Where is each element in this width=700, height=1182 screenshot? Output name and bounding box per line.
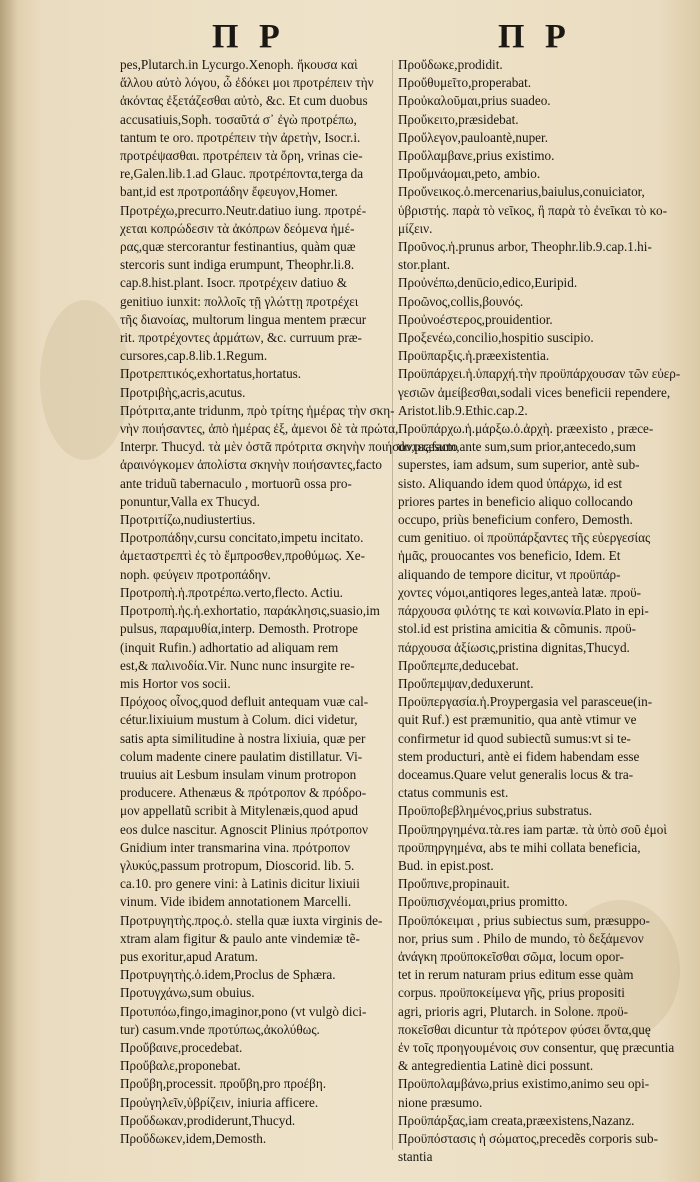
dictionary-line: Προὔδωκεν,idem,Demosth. [120, 1130, 267, 1146]
dictionary-line: & antegredientia Latinè dici possunt. [398, 1058, 594, 1074]
dictionary-line: ἀνάγκη προϋποκεῖσθαι σῶμα, locum opor- [398, 948, 624, 964]
dictionary-line: τῆς διανοίας, multorum lingua mentem præcur [120, 311, 367, 327]
dictionary-line: Προϋπόστασις ἡ σώματος,precedẽs corporis sub- [398, 1130, 658, 1146]
dictionary-line: Προϋπισχνέομαι,prius promitto. [398, 894, 568, 910]
dictionary-line: cum genitiuo. οἱ προϋπάρξαντες τῆς εὐεργεσίας [398, 530, 651, 546]
dictionary-line: Προτρεπτικός,exhortatus,hortatus. [120, 366, 302, 382]
dictionary-line: Προξενέω,concilio,hospitio suscipio. [398, 330, 594, 346]
dictionary-line: ἄλλου αὐτὸ λόγου, ὦ ἐδόκει μοι προτρέπειν τὴν [120, 75, 374, 91]
dictionary-line: est,& παλινοδία.Vir. Nunc nunc insurgite re- [120, 657, 355, 673]
dictionary-line: (inquit Rufin.) adhortatio ad aliquam rem [120, 639, 339, 655]
dictionary-line: Προὔπεμψαν,deduxerunt. [398, 675, 534, 691]
dictionary-line: Προὐνέπω,denūcio,edico,Euripid. [398, 275, 578, 291]
dictionary-line: νὴν ποιήσαντες, ἀπὸ ἡμέρας ἐξ, ἀμενοι δὲ τὰ πρώτα, [120, 421, 399, 437]
dictionary-line: corpus. προϋποκείμενα γῆς, prius propositi [398, 985, 625, 1001]
dictionary-line: superstes, iam adsum, sum superior, antè sub- [398, 457, 640, 473]
dictionary-line: Προὔβαινε,procedebat. [120, 1039, 243, 1055]
dictionary-line: noph. φεύγειν προτροπάδην. [120, 566, 271, 582]
dictionary-line: cap.8.hist.plant. Isocr. προτρέχειν datiuo & [120, 275, 347, 291]
dictionary-line: nor, prius sum . Philo de mundo, τὸ δεξάμενον [398, 930, 644, 946]
dictionary-line: χεται κοπρώδεσιν τὰ ἀκόπρων δεόμενα ἡμέ- [120, 220, 355, 236]
dictionary-line: agri, prioris agri, Plutarch. in Solone. προϋ- [398, 1003, 628, 1019]
dictionary-line: Προϋπόκειμαι , prius subiectus sum, præsuppo- [398, 912, 650, 928]
dictionary-line: priores partes in beneficio aliquo collocando [398, 493, 633, 509]
dictionary-line: stantia [398, 1149, 433, 1165]
dictionary-line: Προὔβη,processit. προὔβη,pro προέβη. [120, 1076, 327, 1092]
dictionary-line: ὑβριστής. παρὰ τὸ νεῖκος, ἢ παρὰ τὸ ἐνεῖκαι τὸ κο- [398, 202, 667, 218]
dictionary-line: ρας,quæ stercorantur festinantius, quàm quæ [120, 239, 356, 255]
dictionary-line: ἐν τοῖς προηγουμένοις συν consentur, quę præcuntia [398, 1039, 675, 1055]
dictionary-line: Προτρέχω,precurro.Neutr.datiuo iung. προτρέ- [120, 202, 367, 218]
dictionary-line: genitiuo iunxit: πολλοῖς τῇ γλώττῃ προτρέχει [120, 293, 359, 309]
dictionary-line: μον appellatũ scribit à Mitylenæis,quod apud [120, 803, 358, 819]
running-header-left: Π Ρ [212, 18, 286, 55]
dictionary-line: xtram alam figitur & paulo ante vindemiæ tẽ- [120, 930, 360, 946]
dictionary-line: ctatus communis est. [398, 785, 509, 801]
dictionary-line: Προτροπὴ.ἡ.προτρέπω.verto,flecto. Actiu. [120, 584, 343, 600]
dictionary-line: Προϋπάρχω.ἡ.μάρξω.ὁ.ἀρχὴ. præexisto , præce- [398, 421, 654, 437]
dictionary-line: nione præsumo. [398, 1094, 483, 1110]
dictionary-line: Interpr. Thucyd. τὰ μὲν ὀστᾶ πρότριτα σκηνὴν ποιήσαντες,facto [120, 439, 458, 455]
dictionary-line: mis Hortor vos socii. [120, 675, 231, 691]
dictionary-line: Προὔνεικος.ὁ.mercenarius,baiulus,conuiciator, [398, 184, 645, 200]
dictionary-line: Gnidium inter transmarina vina. πρότροπον [120, 839, 351, 855]
dictionary-line: γλυκύς,passum protropum, Dioscorid. lib. 5. [120, 857, 355, 873]
dictionary-line: Προῦνος.ἡ.prunus arbor, Theophr.lib.9.cap.1.hi- [398, 239, 652, 255]
dictionary-line: Προὔδωκαν,prodiderunt,Thucyd. [120, 1112, 296, 1128]
paper-stain [40, 300, 130, 460]
dictionary-line: pes,Plutarch.in Lycurgo.Xenoph. ἤκουσα καὶ [120, 57, 358, 72]
dictionary-line: ἀμεταστρεπτὶ ἐς τὸ ἔμπροσθεν,προθύμως. Xe- [120, 548, 365, 564]
dictionary-line: Προτυγχάνω,sum obuius. [120, 985, 255, 1001]
dictionary-line: ἀκόντας ἐξετάζεσθαι αὐτὸ, &c. Et cum duobus [120, 93, 368, 109]
dictionary-line: Προὔμνάομαι,peto, ambio. [398, 166, 541, 182]
dictionary-line: accusatiuis,Soph. τοσαῦτά σ᾽ ἐγὼ προτρέπω, [120, 111, 357, 127]
dictionary-line: tet in rerum naturam prius editum esse quàm [398, 967, 634, 983]
dictionary-line: Προῶνος,collis,βουνός. [398, 293, 524, 309]
dictionary-line: προϋπηργημένα, abs te mihi collata beneficia, [398, 839, 641, 855]
dictionary-line: Προϋπάρξας,iam creata,præexistens,Nazanz. [398, 1112, 635, 1128]
dictionary-line: Προὔδωκε,prodidit. [398, 57, 503, 72]
dictionary-line: Προὔβαλε,proponebat. [120, 1058, 241, 1074]
dictionary-line: Προὔλεγον,pauloantè,nuper. [398, 129, 548, 145]
dictionary-line: rit. προτρέχοντες ἁρμάτων, &c. curruum præ- [120, 330, 362, 346]
dictionary-line: satis apta similitudine à nostra lixiuia, quæ per [120, 730, 366, 746]
dictionary-line: προτρέψασθαι. προτρέπειν τὰ ὄρη, vrinas cie- [120, 148, 363, 164]
dictionary-line: ante triduũ tabernaculo , mortuorũ ossa pro- [120, 475, 352, 491]
dictionary-line: pus exoritur,apud Aratum. [120, 948, 258, 964]
dictionary-line: Προτυπόω,fingo,imaginor,pono (vt vulgò dici- [120, 1003, 367, 1019]
dictionary-line: Προὔλαμβανε,prius existimo. [398, 148, 555, 164]
dictionary-line: ponuntur,Valla ex Thucyd. [120, 493, 260, 509]
dictionary-line: ca.10. pro genere vini: à Latinis dicitur lixiuii [120, 876, 360, 892]
dictionary-line: Προὐνοέστερος,prouidentior. [398, 311, 553, 327]
dictionary-line: Προτρυγητὴς.ὁ.idem,Proclus de Sphæra. [120, 967, 336, 983]
dictionary-line: Προϋπάρχει.ἡ.ὑπαρχή.τὴν προϋπάρχουσαν τῶν εὐερ- [398, 366, 681, 382]
dictionary-line: Bud. in epist.post. [398, 857, 494, 873]
right-text-column [398, 56, 681, 1166]
binding-shadow [0, 0, 18, 1182]
dictionary-line: Προϋπεργασία.ἡ.Proypergasia vel parasceue(in- [398, 694, 653, 710]
dictionary-line: Προϋπαρξις.ἡ.præexistentia. [398, 348, 550, 364]
dictionary-line: Προϋπηργημένα.τὰ.res iam partæ. τὰ ὑπὸ σοῦ ἐμοὶ [398, 821, 667, 837]
dictionary-line: Προὔπεμπε,deducebat. [398, 657, 519, 673]
dictionary-line: πάρχουσα ἀξίωσις,pristina dignitas,Thucyd. [398, 639, 630, 655]
dictionary-line: Προὐγηλεῖν,ὑβρίζειν, iniuria afficere. [120, 1094, 319, 1110]
dictionary-line: ποκεῖσθαι dicuntur τὰ πρότερον φύσει ὄντα,quę [398, 1021, 651, 1037]
dictionary-line: vinum. Vide ibidem annotationem Marcelli. [120, 894, 352, 910]
dictionary-line: Προὔπινε,propinauit. [398, 876, 510, 892]
dictionary-line: re,Galen.lib.1.ad Glauc. προτρέποντα,terga da [120, 166, 364, 182]
dictionary-line: ἀραινόγκομεν ἀπολίστα σκηνὴν ποιήσαντες,facto [120, 457, 383, 473]
dictionary-line: aliquando de tempore dicitur, vt προϋπάρ- [398, 566, 621, 582]
dictionary-line: ἡμᾶς, prouocantes vos beneficio, Idem. Et [398, 548, 621, 564]
dictionary-line: Προὐκαλοῦμαι,prius suadeo. [398, 93, 551, 109]
dictionary-line: sisto. Aliquando idem quod ὑπάρχω, id est [398, 475, 623, 491]
dictionary-line: γεσιῶν ἀμείβεσθαι,sodali vices beneficii rependere, [398, 384, 671, 400]
dictionary-line: Προϋποβεβλημένος,prius substratus. [398, 803, 593, 819]
dictionary-line: Aristot.lib.9.Ethic.cap.2. [398, 402, 528, 418]
dictionary-line: πάρχουσα φιλότης τε καὶ κοινωνία.Plato in epi- [398, 603, 649, 619]
dictionary-line: Προὔθυμεῖτο,properabat. [398, 75, 532, 91]
dictionary-line: Πρότριτα,ante tridunm, πρὸ τρίτης ἡμέρας τὴν σκη- [120, 402, 395, 418]
running-header-right: Π Ρ [498, 18, 572, 55]
dictionary-line: χοντες νόμοι,antiqores leges,anteà latæ. προϋ- [398, 584, 642, 600]
dictionary-line: confirmetur id quod subiectũ sumus:vt si te- [398, 730, 631, 746]
dictionary-line: do,præsum,ante sum,sum prior,antecedo,sum [398, 439, 636, 455]
dictionary-line: eos dulce nascitur. Agnoscit Plinius πρότροπον [120, 821, 368, 837]
dictionary-line: Πρόχοος οἶνος,quod defluit antequam vuæ cal- [120, 694, 369, 710]
dictionary-line: stol.id est pristina amicitia & cõmunis. προϋ- [398, 621, 637, 637]
dictionary-line: Προτριβὴς,acris,acutus. [120, 384, 246, 400]
dictionary-line: colum madente cinere paulatim distillatur. Vi- [120, 748, 363, 764]
dictionary-line: Προϋπολαμβάνω,prius existimo,animo seu opi- [398, 1076, 650, 1092]
dictionary-line: Προτροπάδην,cursu concitato,impetu incitato. [120, 530, 364, 546]
dictionary-line: stem producturi, antè ei fidem habendam esse [398, 748, 640, 764]
dictionary-line: stercoris sunt indiga erumpunt, Theophr.li.8. [120, 257, 355, 273]
dictionary-line: stor.plant. [398, 257, 451, 273]
dictionary-line: Προτριτίζω,nudiustertius. [120, 512, 256, 528]
dictionary-line: Προτρυγητὴς.προς.ὁ. stella quæ iuxta virginis de- [120, 912, 383, 928]
dictionary-line: bant,id est προτροπάδην ἔφευγον,Homer. [120, 184, 338, 200]
dictionary-line: occupo, priùs beneficium confero, Demosth. [398, 512, 633, 528]
column-divider [392, 60, 393, 1150]
dictionary-line: producere. Athenæus & πρότροπον & πρόδρο- [120, 785, 367, 801]
dictionary-line: μίζειν. [398, 220, 433, 236]
dictionary-line: quit Ruf.) est præmunitio, qua antè vtimur ve [398, 712, 637, 728]
dictionary-line: doceamus.Quare velut generalis locus & tra- [398, 766, 634, 782]
dictionary-line: pulsus, παραμυθία,interp. Demosth. Protrope [120, 621, 359, 637]
dictionary-line: cursores,cap.8.lib.1.Regum. [120, 348, 268, 364]
dictionary-line: truuius ait Lesbum insulam vinum protropon [120, 766, 357, 782]
dictionary-line: Προτροπὴ.ἡς.ἡ.exhortatio, παράκλησις,suasio,im [120, 603, 380, 619]
dictionary-line: tantum te oro. προτρέπειν τὴν ἀρετὴν, Isocr.i. [120, 129, 361, 145]
dictionary-line: tur) casum.vnde προτύπως,ἀκολύθως. [120, 1021, 320, 1037]
dictionary-line: Προὔκειτο,præsidebat. [398, 111, 519, 127]
dictionary-line: cétur.lixiuium mustum à Colum. dici videtur, [120, 712, 358, 728]
